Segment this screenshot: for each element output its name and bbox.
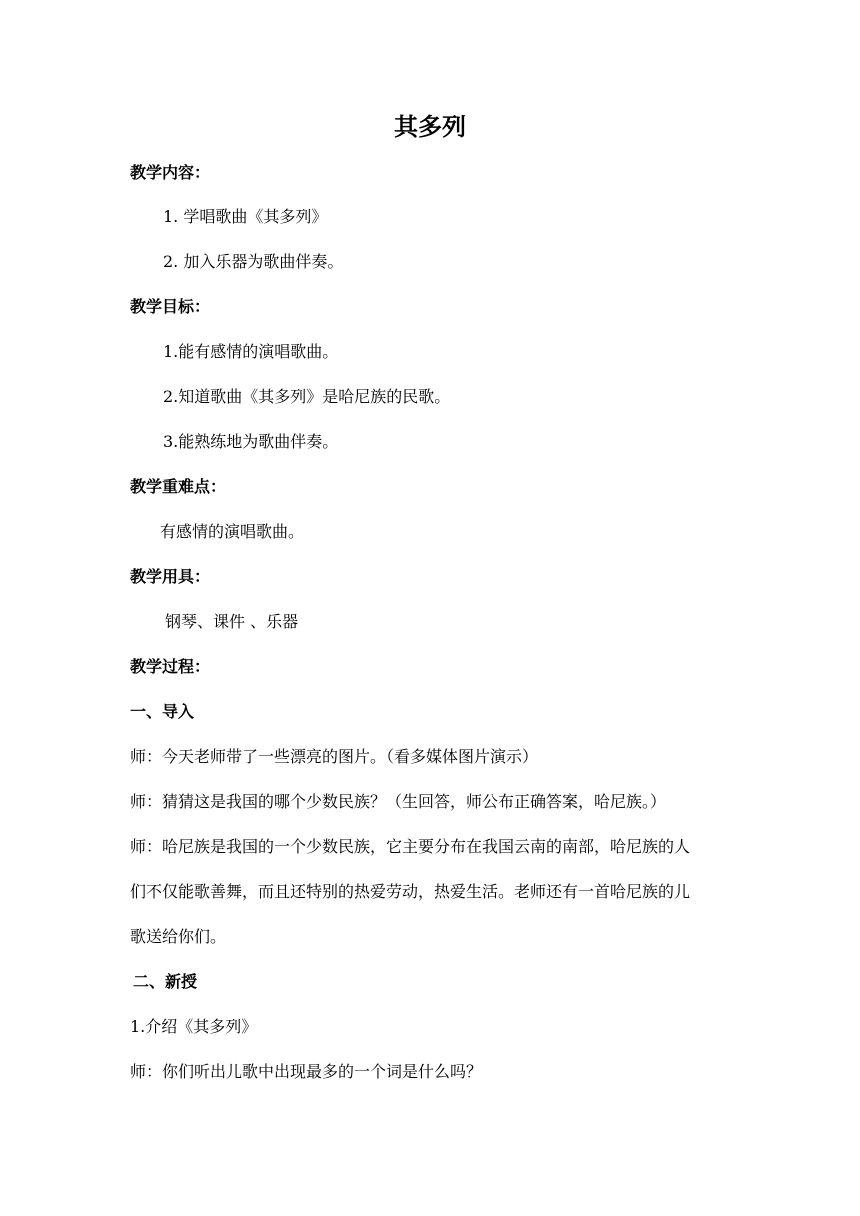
section2-line-1: 师：你们听出儿歌中出现最多的一个词是什么吗？ [130, 1062, 483, 1081]
section1-heading: 一、导入 [130, 702, 195, 721]
process-heading: 教学过程： [130, 657, 211, 676]
tools-text: 钢琴、课件 、乐器 [165, 612, 299, 631]
content-item-1: 1. 学唱歌曲《其多列》 [163, 207, 328, 226]
key-points-heading: 教学重难点： [130, 477, 227, 496]
goals-item-2: 2.知道歌曲《其多列》是哈尼族的民歌。 [163, 387, 451, 406]
goals-item-3: 3.能熟练地为歌曲伴奏。 [163, 432, 339, 451]
tools-heading: 教学用具： [130, 567, 211, 586]
content-item-2: 2. 加入乐器为歌曲伴奏。 [163, 252, 344, 271]
section2-subheading: 1.介绍《其多列》 [130, 1017, 258, 1036]
section2-heading: 二、新授 [133, 972, 198, 991]
goals-item-1: 1.能有感情的演唱歌曲。 [163, 342, 339, 361]
section1-line-1: 师：今天老师带了一些漂亮的图片。（看多媒体图片演示） [130, 747, 539, 766]
section1-line-5: 歌送给你们。 [130, 927, 227, 946]
section1-line-4: 们不仅能歌善舞，而且还特别的热爱劳动，热爱生活。老师还有一首哈尼族的儿 [130, 882, 691, 901]
content-heading: 教学内容： [130, 163, 211, 182]
section1-line-2: 师：猜猜这是我国的哪个少数民族？（生回答，师公布正确答案，哈尼族。） [130, 792, 667, 811]
goals-heading: 教学目标： [130, 297, 211, 316]
document-title: 其多列 [394, 113, 466, 141]
key-points-text: 有感情的演唱歌曲。 [160, 522, 305, 541]
section1-line-3: 师：哈尼族是我国的一个少数民族，它主要分布在我国云南的南部，哈尼族的人 [130, 837, 691, 856]
